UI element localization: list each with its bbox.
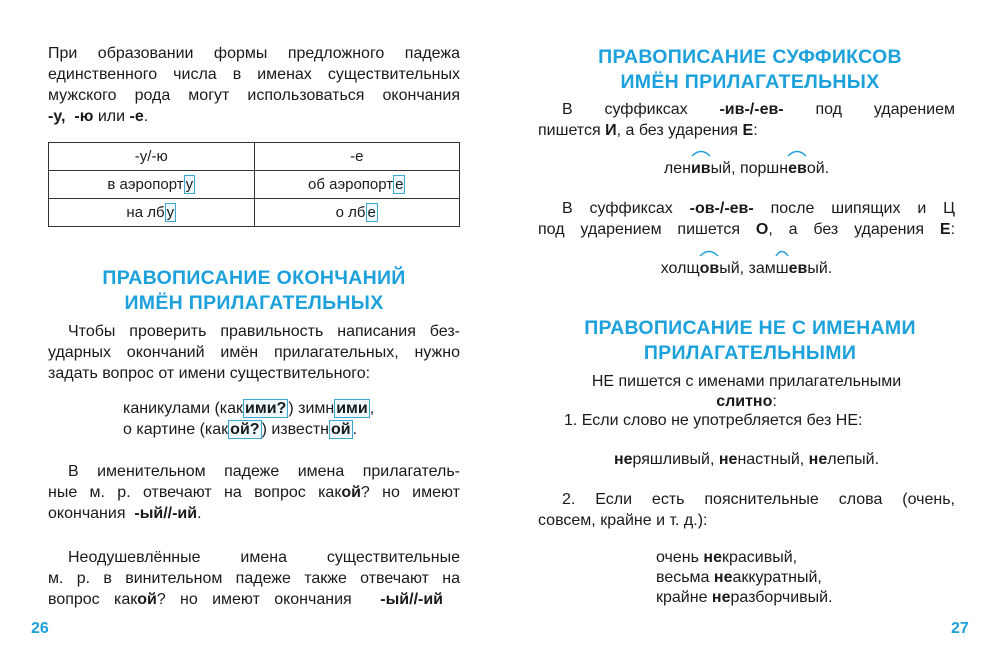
p3-line-1: Неодушевлённые имена существительные [68, 549, 460, 566]
intro-line-3: мужского рода могут использоваться окончания [48, 87, 460, 104]
stress-arc-icon [699, 249, 719, 257]
stressed-suffix: ив [691, 158, 711, 180]
heading-adjective-suffixes: ПРАВОПИСАНИЕ СУФФИКСОВ ИМЁН ПРИЛАГАТЕЛЬНЫХ [598, 46, 902, 93]
ne-example-2-line-3: крайне неразборчивый. [656, 589, 833, 606]
intro-line-4: -у, -ю или -е. [48, 108, 149, 125]
ne-item-1: 1. Если слово не употребляется без НЕ: [564, 412, 863, 429]
intro-line-1: При образовании формы предложного падежа [48, 45, 460, 62]
table-header-cell: -у/-ю [49, 143, 255, 171]
page-number: 26 [31, 620, 49, 637]
table-header-cell: -е [254, 143, 460, 171]
table-cell: об аэропорт е [254, 171, 460, 199]
s2-line-2: под ударением пишется О, а без ударения Е: [538, 221, 956, 238]
ne-example-2-line-2: весьма неаккуратный, [656, 569, 822, 586]
stressed-suffix: ев [788, 158, 807, 180]
ending-box: у [166, 204, 175, 221]
p1-line-2: ударных окончаний имён прилагательных, нужно [48, 344, 460, 361]
ne-line-1: НЕ пишется с именами прилагательными [591, 373, 902, 390]
stress-arc-icon [691, 149, 711, 157]
table-cell: на лб у [49, 199, 255, 227]
s1-line-2: пишется И, а без ударения Е: [538, 122, 758, 139]
stress-arc-icon [787, 149, 807, 157]
endings-table [48, 142, 460, 227]
example-kanikulami: каникулами (как ими? ) зимн ими , [123, 400, 375, 417]
table-cell: о лб е [254, 199, 460, 227]
example-kartine: о картине (как ой? ) известн ой . [123, 421, 358, 438]
intro-line-2: единственного числа в именах существительных [48, 66, 460, 83]
p2-line-3: окончания -ый//-ий. [48, 505, 202, 522]
ending-box: у [185, 176, 194, 193]
page-number: 27 [951, 620, 969, 637]
heading-adjective-endings: ПРАВОПИСАНИЕ ОКОНЧАНИЙ ИМЁН ПРИЛАГАТЕЛЬНЫХ [102, 267, 406, 314]
stressed-letter: ш [776, 258, 789, 280]
p2-line-1: В именительном падеже имена прилагатель- [68, 463, 460, 480]
p2-line-2: ные м. р. отвечают на вопрос какой? но имеют [48, 484, 460, 501]
s2-line-1: В суффиксах -ов-/-ев- после шипящих и Ц [562, 200, 956, 217]
ending-box: е [367, 204, 376, 221]
ne-line-2: слитно: [716, 393, 777, 410]
ne-example-1: неряшливый, ненастный, нелепый. [613, 451, 880, 468]
example-kholshchovyy: холщ овый, зам шевый. [538, 258, 955, 280]
p3-line-2: м. р. в винительном падеже также отвечают на [48, 570, 460, 587]
ne-item-2-line-1: 2. Если есть пояснительные слова (очень, [562, 491, 955, 508]
table-row [49, 199, 460, 227]
ending-box: е [395, 176, 404, 193]
table-cell: в аэропорт у [49, 171, 255, 199]
table-row [49, 143, 460, 171]
stress-arc-icon [775, 249, 789, 257]
table-row [49, 171, 460, 199]
ne-example-2-line-1: очень некрасивый, [656, 549, 798, 566]
example-lenivyy: лен ивый, поршн евой. [538, 158, 955, 180]
s1-line-1: В суффиксах -ив-/-ев- под ударением [562, 101, 955, 118]
p3-line-3: вопрос какой? но имеют окончания -ый//-ий [48, 591, 444, 608]
right-page [500, 0, 1001, 649]
p1-line-1: Чтобы проверить правильность написания без- [68, 323, 460, 340]
stressed-suffix: ов [700, 258, 720, 280]
ne-item-2-line-2: совсем, крайне и т. д.): [538, 512, 708, 529]
left-page [0, 0, 500, 649]
p1-line-3: задать вопрос от имени существительного: [48, 365, 371, 382]
heading-ne-with-adjectives: ПРАВОПИСАНИЕ НЕ С ИМЕНАМИ ПРИЛАГАТЕЛЬНЫМИ [584, 317, 916, 364]
